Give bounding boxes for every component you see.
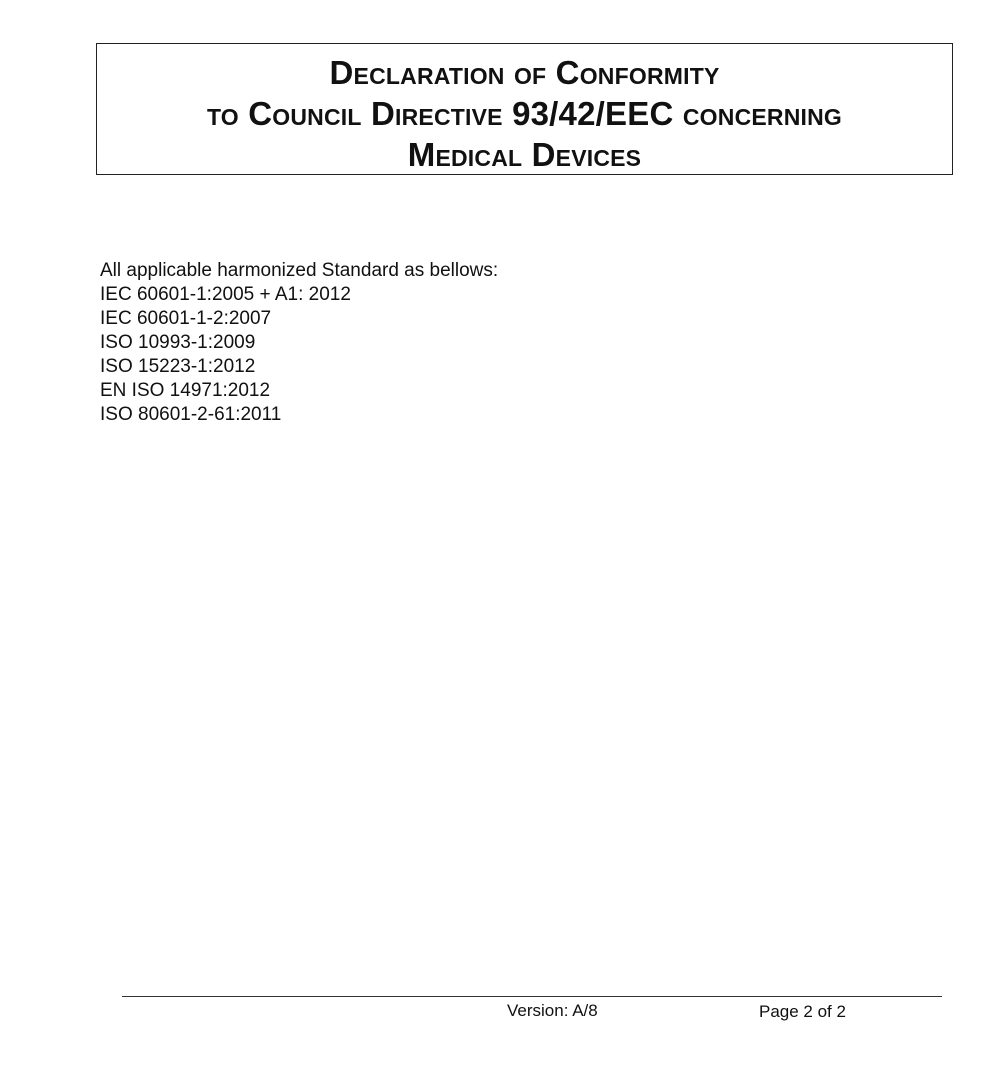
title-box: [96, 43, 953, 175]
directive-number: 93/42/EEC: [512, 95, 674, 132]
title-line-1: Declaration of Conformity: [329, 54, 720, 91]
standard-item: ISO 80601-2-61:2011: [100, 404, 282, 425]
page-number: Page 2 of 2: [759, 1002, 846, 1021]
footer-divider: [122, 996, 942, 997]
title-line-2-suffix: concerning: [673, 95, 843, 132]
standards-list: [100, 259, 498, 427]
standard-item: ISO 10993-1:2009: [100, 332, 256, 353]
version-label: Version: A/8: [507, 1001, 598, 1020]
title-line-2-prefix: to Council Directive: [206, 95, 513, 132]
standard-item: IEC 60601-1:2005 + A1: 2012: [100, 284, 351, 305]
standards-intro: All applicable harmonized Standard as bellows:: [100, 260, 499, 281]
standard-item: EN ISO 14971:2012: [100, 380, 271, 401]
title-line-2: [97, 93, 952, 134]
title-line-3: Medical Devices: [407, 136, 642, 173]
standard-item: IEC 60601-1-2:2007: [100, 308, 272, 329]
standard-item: ISO 15223-1:2012: [100, 356, 256, 377]
